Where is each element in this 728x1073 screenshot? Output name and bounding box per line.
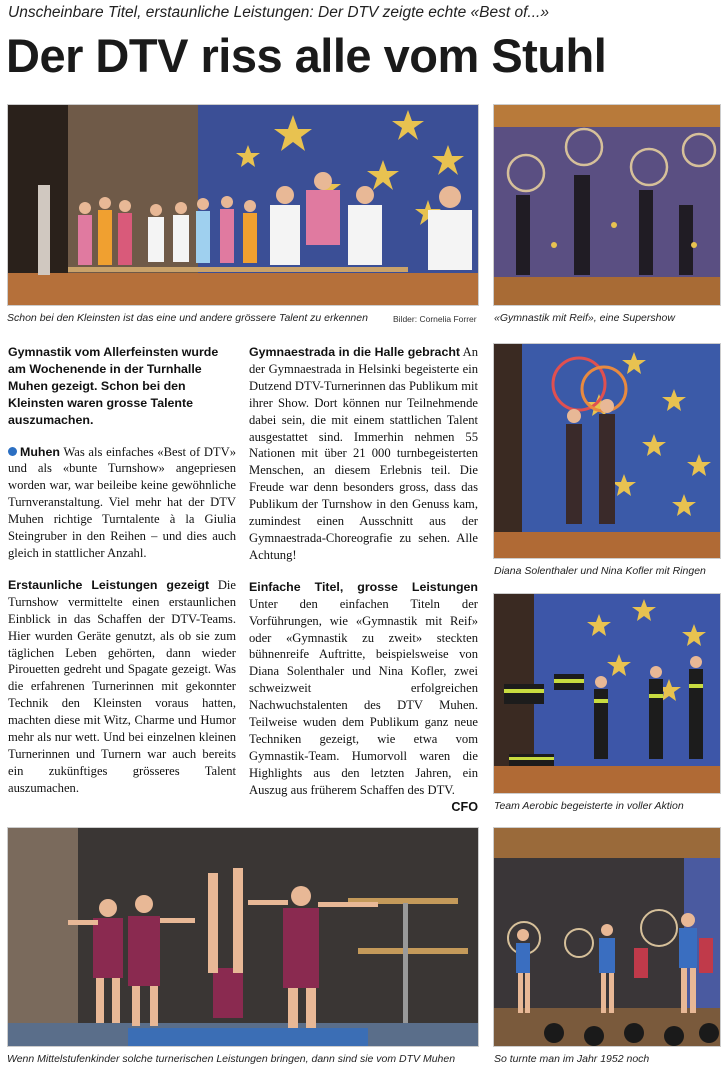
intro-paragraph: Was als einfaches «Best of DTV» und als «bunte Turnshow» angepriesen worden war, war beileibe keine gewöhnliche Turnveranstaltung. Viel mehr hat der DTV Muhen richtige Turntalente à la Giulia Steingruber in den Reihen – und dies auch gleich in stattlicher Anzahl.: [8, 444, 236, 560]
article-column-left: [8, 344, 236, 797]
article-kicker: Unscheinbare Titel, erstaunliche Leistungen: Der DTV zeigte echte «Best of...»: [8, 4, 549, 21]
photo-hoops: [493, 104, 721, 306]
caption-gymnasts-floor: Wenn Mittelstufenkinder solche turnerischen Leistungen bringen, dann sind sie vom DTV Muhen: [7, 1053, 456, 1065]
dateline-place: Muhen: [20, 444, 60, 459]
photo-duo-rings: [493, 343, 721, 559]
photo-credit: Bilder: Cornelia Forrer: [393, 314, 477, 324]
photo-gymnasts-floor: [7, 827, 479, 1047]
article-lead: Gymnastik vom Allerfeinsten wurde am Wochenende in der Turnhalle Muhen gezeigt. Schon bei den Kleinsten waren grosse Talente auszumachen.: [8, 345, 219, 427]
caption-duo-rings: Diana Solenthaler und Nina Kofler mit Ringen: [494, 565, 706, 577]
section-2-paragraph: An der Gymnaestrada in Helsinki begeisterte ein Dutzend DTV-Turnerinnen das Publikum mit ihrer Show. Dort können nur Teilnehmende dabei sein, die mit einem stattlichen Talent ausgestattet sind. Immerhin nehmen 55 Nationen mit über 21 000 turnbegeisterten Menschen, an diesem Erlebnis teil. Die Freude war denn besonders gross, dass das Publikum der Turnshow in den Genuss kam, zumindest einen Ausschnitt aus der Gymnaestrada-Choreografie zu sehen. Alle Achtung!: [249, 345, 478, 562]
photo-history-1952: [493, 827, 721, 1047]
section-1-paragraph: Die Turnshow vermittelte einen erstaunlichen Einblick in das Schaffen der DTV-Teams. Hier wurden Geräte genutzt, als ob sie zum täglichen Leben gehörten, dann wieder Pirouetten gedreht und Spagate gezeigt. Was die erfahrenen Turnerinnen mit gekonnter Technik den Kleinsten voraus hatten, machten diese mit Witz, Charme und Humor mehr als nur wett. Und bei einzelnen kleinen Turnerinnen und Turnern war auch bereits ein zukünftiges grösseres Talent auszumachen.: [8, 577, 236, 795]
photo-children-stage: [7, 104, 479, 306]
section-3-title: Einfache Titel, grosse Leistungen: [249, 579, 478, 594]
photo-team-aerobic: [493, 593, 721, 794]
section-1-title: Erstaunliche Leistungen gezeigt: [8, 577, 210, 592]
article-column-middle: [249, 344, 478, 815]
section-2-title: Gymnaestrada in die Halle gebracht: [249, 345, 461, 359]
author-signature: CFO: [451, 799, 478, 814]
caption-children-stage: Schon bei den Kleinsten ist das eine und andere grössere Talent zu erkennen: [7, 312, 368, 324]
caption-history-1952: So turnte man im Jahr 1952 noch: [494, 1053, 650, 1065]
caption-hoops: «Gymnastik mit Reif», eine Supershow: [494, 312, 675, 324]
article-headline: Der DTV riss alle vom Stuhl: [6, 29, 607, 82]
section-3-paragraph: Unter den einfachen Titeln der Vorführungen, wie «Gymnastik mit Reif» oder «Gymnastik zu zweit» steckten bühnenreife Auftritte, beispielsweise von Diana Solenthaler und Nina Kofler, zwei schweizweit erfolgreichen Nachwuchstalenten des DTV Muhen. Teilweise wuden dem Publikum ganz neue Techniken gezeigt, wie etwa vom Gymnastik-Team. Humorvoll waren die Highlights aus den letzten Jahren, ein Auszug aus früherem Schaffen des DTV.: [249, 596, 478, 797]
caption-team-aerobic: Team Aerobic begeisterte in voller Aktion: [494, 800, 684, 812]
location-bullet-icon: [8, 447, 17, 456]
